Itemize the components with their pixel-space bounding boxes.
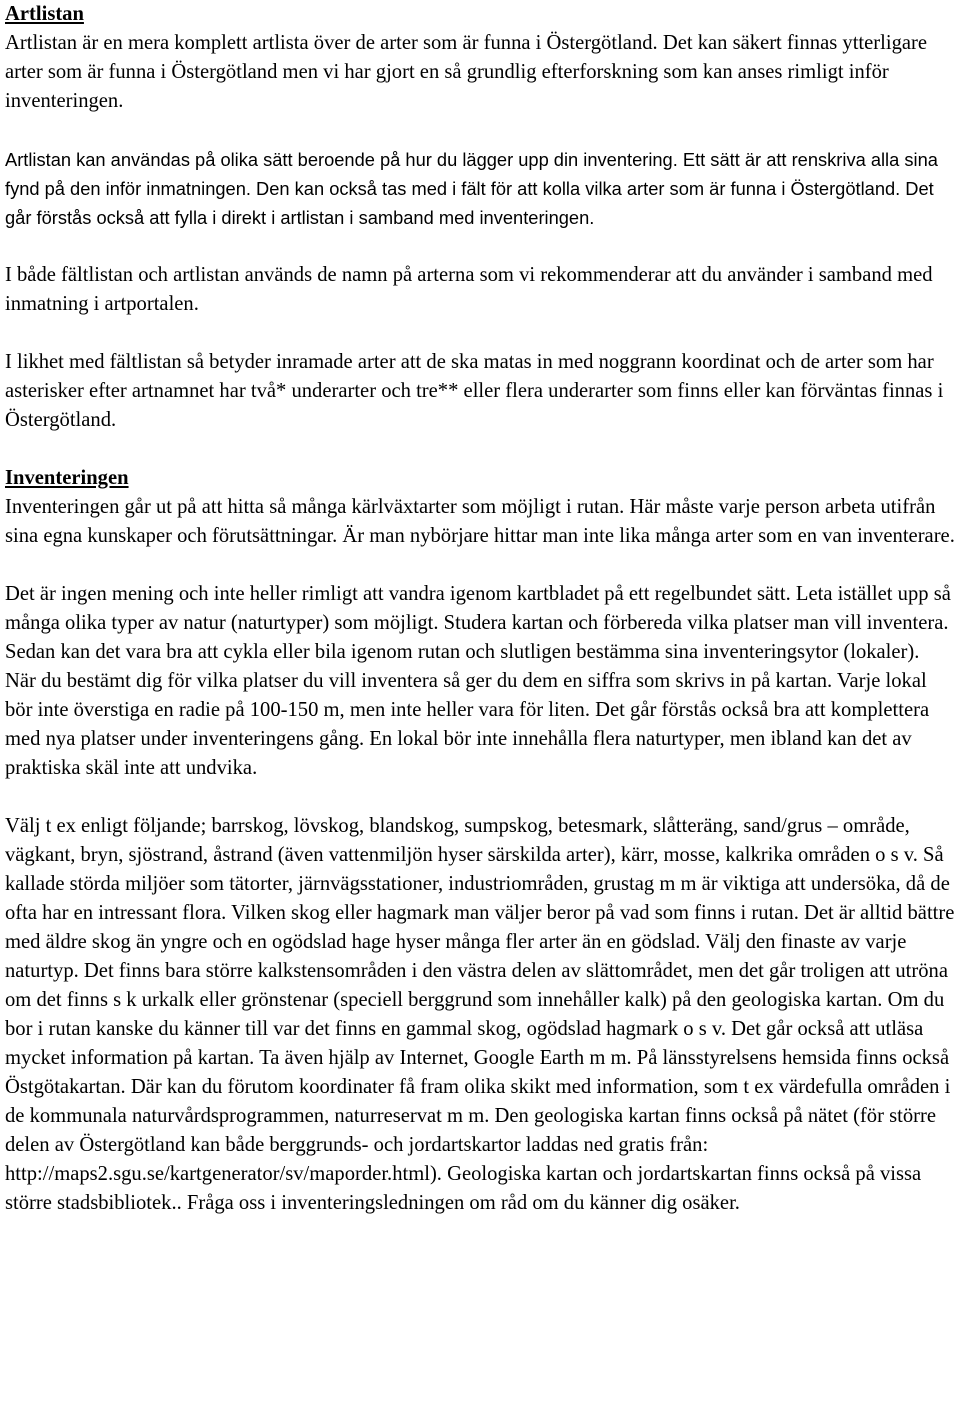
inventeringen-paragraph-1: Inventeringen går ut på att hitta så många kärlväxtarter som möjligt i rutan. Här måste varje person arbeta utifrån sina egna kunskaper och förutsättningar. Är man nybörjare hittar man inte lika många arter som en van inventerare.: [5, 496, 955, 547]
section-heading-inventeringen: Inventeringen: [5, 467, 129, 489]
artlistan-paragraph-4: I likhet med fältlistan så betyder inramade arter att de ska matas in med noggrann koordinat och de arter som har asterisker efter artnamnet har två* underarter och tre** eller flera underarter som finns eller kan förväntas finnas i Östergötland.: [5, 351, 944, 431]
inventeringen-paragraph-2: Det är ingen mening och inte heller rimligt att vandra igenom kartbladet på ett regelbundet sätt. Leta istället upp så många olika typer av natur (naturtyper) som möjligt. Studera kartan och förbereda vilka platser man vill inventera. Sedan kan det vara bra att cykla eller bila igenom rutan och slutligen bestämma sina inventeringsytor (lokaler). När du bestämt dig för vilka platser du vill inventera så ger du dem en siffra som skrivs in på kartan. Varje lokal bör inte överstiga en radie på 100-150 m, men inte heller vara för liten. Det går förstås också bra att komplettera med nya platser under inventeringens gång. En lokal bör inte innehålla flera naturtyper, men ibland kan det av praktiska skäl inte att undvika.: [5, 583, 951, 779]
artlistan-paragraph-2: Artlistan kan användas på olika sätt beroende på hur du lägger upp din inventering. Ett sätt är att renskriva alla sina fynd på den inför inmatningen. Den kan också tas med i fält för att kolla vilka arter som är funna i Östergötland. Det går förstås också att fylla i direkt i artlistan i samband med inventeringen.: [5, 149, 938, 228]
inventeringen-paragraph-3: Välj t ex enligt följande; barrskog, lövskog, blandskog, sumpskog, betesmark, slåtteräng, sand/grus – område, vägkant, bryn, sjöstrand, åstrand (även vattenmiljön hyser särskilda arter), kärr, mosse, kalkrika områden o s v. Så kallade störda miljöer som tätorter, järnvägsstationer, industriområden, grustag m m är viktiga att undersöka, då de ofta har en intressant flora. Vilken skog eller hagmark man väljer beror på vad som finns i rutan. Det är alltid bättre med äldre skog än yngre och en ogödslad hage hyser många fler arter än en gödslad. Välj den finaste av varje naturtyp. Det finns bara större kalkstensområden i den västra delen av slättområdet, men det går troligen att utröna om det finns s k urkalk eller grönstenar (speciell berggrund som innehåller kalk) på den geologiska kartan. Om du bor i rutan kanske du känner till var det finns en gammal skog, ogödslad hagmark o s v. Det går också att utläsa mycket information på kartan. Ta även hjälp av Internet, Google Earth m m. På länsstyrelsens hemsida finns också Östgötakartan. Där kan du förutom koordinater få fram olika skikt med information, som t ex värdefulla områden i de kommunala naturvårdsprogrammen, naturreservat m m. Den geologiska kartan finns också på nätet (för större delen av Östergötland kan både berggrunds- och jordartskartor laddas ned gratis från: http://maps2.sgu.se/kartgenerator/sv/maporder.html). Geologiska kartan och jordartskartan finns också på vissa större stadsbibliotek.. Fråga oss i inventeringsledningen om råd om du känner dig osäker.: [5, 815, 955, 1214]
artlistan-paragraph-3: I både fältlistan och artlistan används de namn på arterna som vi rekommenderar att du använder i samband med inmatning i artportalen.: [5, 264, 933, 315]
artlistan-paragraph-1: Artlistan är en mera komplett artlista över de arter som är funna i Östergötland. Det kan säkert finnas ytterligare arter som är funna i Östergötland men vi har gjort en så grundlig efterforskning som kan anses rimligt inför inventeringen.: [5, 32, 928, 112]
document-page: [5, 0, 955, 1218]
section-heading-artlistan: Artlistan: [5, 3, 84, 25]
